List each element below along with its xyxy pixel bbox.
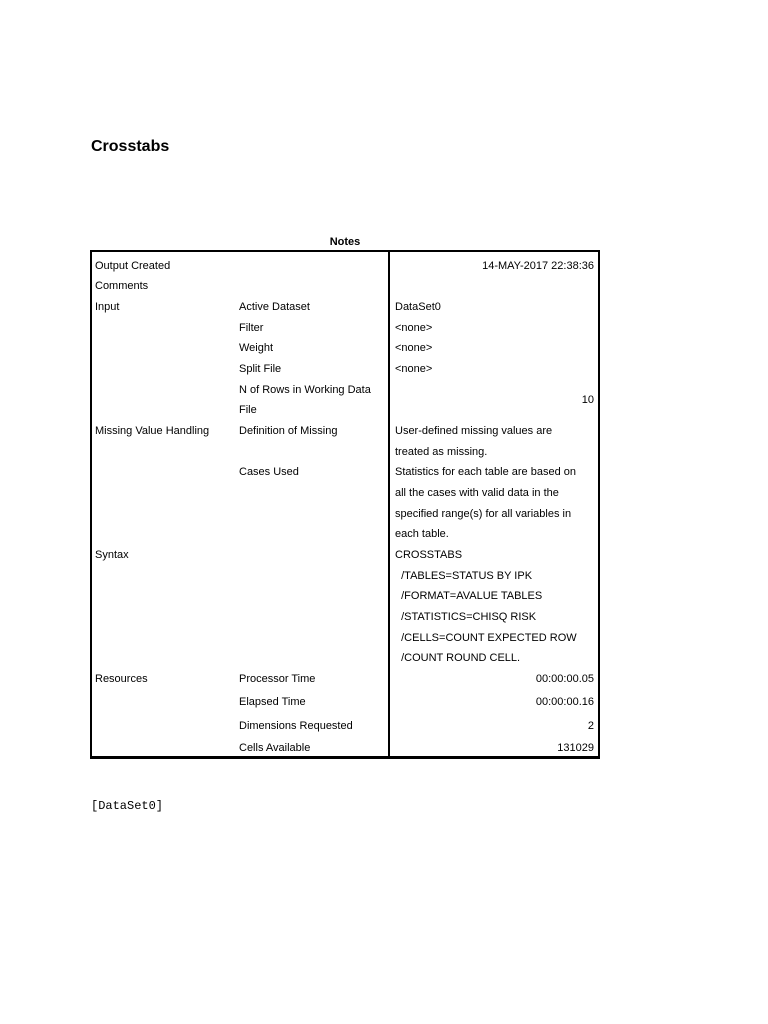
- split-file-value: <none>: [395, 363, 433, 375]
- elapsed-time-value: 00:00:00.16: [535, 696, 594, 708]
- processor-time-label: Processor Time: [239, 673, 316, 685]
- n-rows-value: 10: [581, 394, 594, 406]
- weight-value: <none>: [395, 342, 433, 354]
- n-rows-label-line2: File: [239, 404, 257, 416]
- cases-used-value-line: each table.: [395, 528, 449, 540]
- input-label: Input: [95, 301, 120, 313]
- cases-used-value-line: all the cases with valid data in the: [395, 487, 559, 499]
- output-created-label: Output Created: [95, 260, 171, 272]
- dataset-reference: [DataSet0]: [91, 799, 164, 813]
- split-file-label: Split File: [239, 363, 282, 375]
- dimensions-requested-label: Dimensions Requested: [239, 720, 353, 732]
- syntax-line: /STATISTICS=CHISQ RISK: [395, 611, 537, 623]
- elapsed-time-label: Elapsed Time: [239, 696, 306, 708]
- cells-available-value: 131029: [557, 742, 594, 754]
- definition-of-missing-value-line1: User-defined missing values are: [395, 425, 553, 437]
- cases-used-value-line: specified range(s) for all variables in: [395, 508, 572, 520]
- definition-of-missing-value-line2: treated as missing.: [395, 446, 488, 458]
- missing-value-handling-label: Missing Value Handling: [95, 425, 210, 437]
- cases-used-label: Cases Used: [239, 466, 299, 478]
- definition-of-missing-label: Definition of Missing: [239, 425, 338, 437]
- cases-used-value-line: Statistics for each table are based on: [395, 466, 576, 478]
- active-dataset-value: DataSet0: [395, 301, 441, 313]
- weight-label: Weight: [239, 342, 274, 354]
- n-rows-label-line1: N of Rows in Working Data: [239, 384, 371, 396]
- syntax-line: /FORMAT=AVALUE TABLES: [395, 590, 543, 602]
- syntax-line: /CELLS=COUNT EXPECTED ROW: [395, 632, 577, 644]
- notes-column-divider: [388, 250, 390, 759]
- resources-label: Resources: [95, 673, 148, 685]
- comments-label: Comments: [95, 280, 149, 292]
- cells-available-label: Cells Available: [239, 742, 311, 754]
- syntax-line: CROSSTABS: [395, 549, 463, 561]
- output-created-value: 14-MAY-2017 22:38:36: [482, 260, 594, 272]
- filter-value: <none>: [395, 322, 433, 334]
- syntax-line: /COUNT ROUND CELL.: [395, 652, 521, 664]
- syntax-line: /TABLES=STATUS BY IPK: [395, 570, 533, 582]
- active-dataset-label: Active Dataset: [239, 301, 310, 313]
- notes-table-caption: Notes: [329, 236, 361, 248]
- filter-label: Filter: [239, 322, 264, 334]
- processor-time-value: 00:00:00.05: [535, 673, 594, 685]
- dimensions-requested-value: 2: [587, 720, 594, 732]
- syntax-label: Syntax: [95, 549, 129, 561]
- page-title: Crosstabs: [91, 138, 170, 155]
